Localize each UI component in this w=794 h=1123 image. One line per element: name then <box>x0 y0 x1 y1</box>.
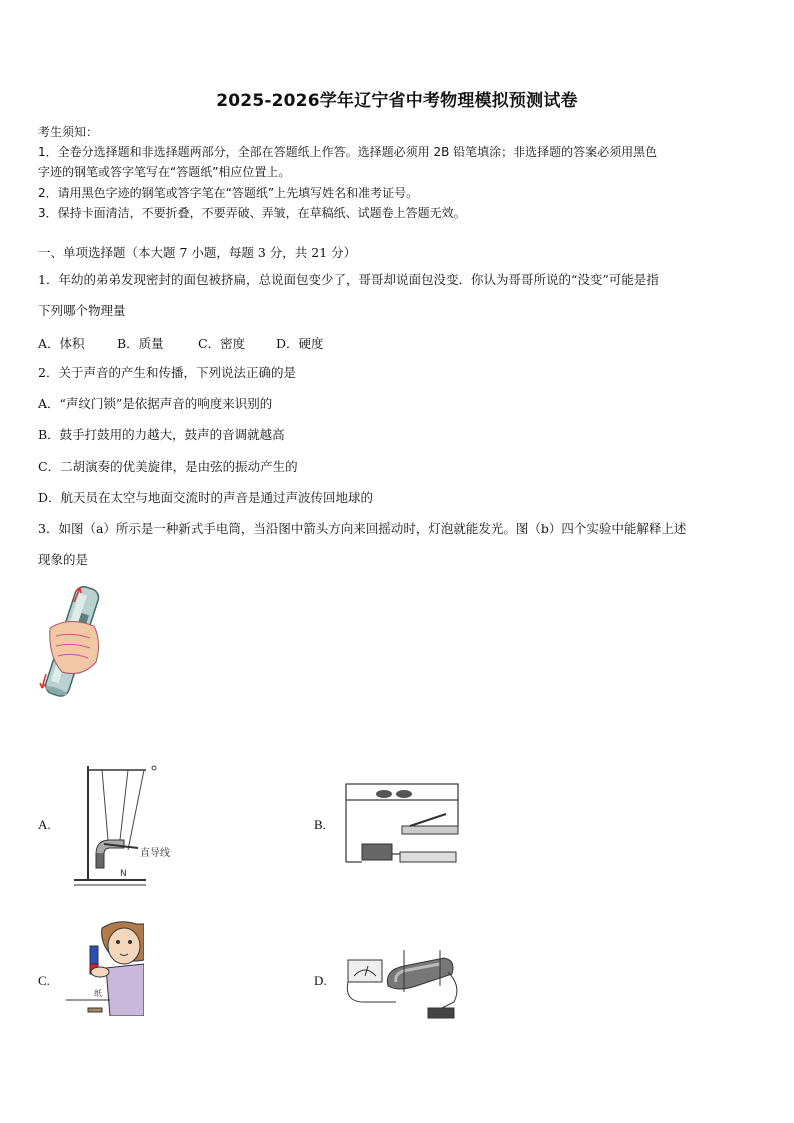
notice-heading: 考生须知： <box>38 125 99 139</box>
q1-option-d: D．硬度 <box>276 336 324 351</box>
galvanometer-figure <box>344 946 466 1022</box>
question-1-line-1: 1．年幼的弟弟发现密封的面包被挤扁，总说面包变少了，哥哥却说面包没变．你认为哥哥所说的“没变”可能是指 <box>38 272 659 287</box>
q2-option-a: A．“声纹门锁”是依据声音的响度来识别的 <box>38 396 273 411</box>
fig-a-n-text: N <box>120 869 127 879</box>
q1-option-c: C．密度 <box>198 336 246 351</box>
fig-a-wire-text: 直导线 <box>140 848 170 859</box>
section-heading: 一、单项选择题（本大题 7 小题，每题 3 分，共 21 分） <box>38 245 357 260</box>
question-3-line-1: 3．如图（a）所示是一种新式手电筒，当沿图中箭头方向来回摇动时，灯泡就能发光。图（b）四个实验中能解释上述 <box>38 521 687 536</box>
circuit-board-figure <box>344 782 462 870</box>
q3-option-c-label: C. <box>38 973 50 988</box>
notice-item-1-cont: 字迹的钢笔或答字笔写在“答题纸”相应位置上。 <box>38 165 291 179</box>
q3-option-d-label: D. <box>314 973 327 988</box>
flashlight-hand-figure <box>32 582 117 702</box>
question-1-line-2: 下列哪个物理量 <box>38 303 126 318</box>
page-title: 2025-2026学年辽宁省中考物理模拟预测试卷 <box>216 91 578 111</box>
fig-c-paper-text: 纸 <box>94 989 102 998</box>
q2-option-b: B．鼓手打鼓用的力越大，鼓声的音调就越高 <box>38 427 285 442</box>
q1-option-b: B．质量 <box>117 336 164 351</box>
person-magnet-figure <box>66 920 144 1016</box>
notice-item-3: 3．保持卡面清洁，不要折叠，不要弄破、弄皱，在草稿纸、试题卷上答题无效。 <box>38 206 466 220</box>
question-2-stem: 2．关于声音的产生和传播，下列说法正确的是 <box>38 365 296 380</box>
q1-option-a: A．体积 <box>38 336 85 351</box>
question-3-line-2: 现象的是 <box>38 552 89 567</box>
magnet-wire-figure <box>68 762 188 890</box>
q3-option-a-label: A. <box>38 817 51 832</box>
q2-option-d: D．航天员在太空与地面交流时的声音是通过声波传回地球的 <box>38 490 374 505</box>
notice-item-2: 2．请用黑色字迹的钢笔或答字笔在“答题纸”上先填写姓名和准考证号。 <box>38 186 419 200</box>
q2-option-c: C．二胡演奏的优美旋律，是由弦的振动产生的 <box>38 459 298 474</box>
q3-option-b-label: B. <box>314 817 326 832</box>
notice-item-1: 1．全卷分选择题和非选择题两部分，全部在答题纸上作答。选择题必须用 2B 铅笔填涂；非选择题的答案必须用黑色 <box>38 145 658 159</box>
